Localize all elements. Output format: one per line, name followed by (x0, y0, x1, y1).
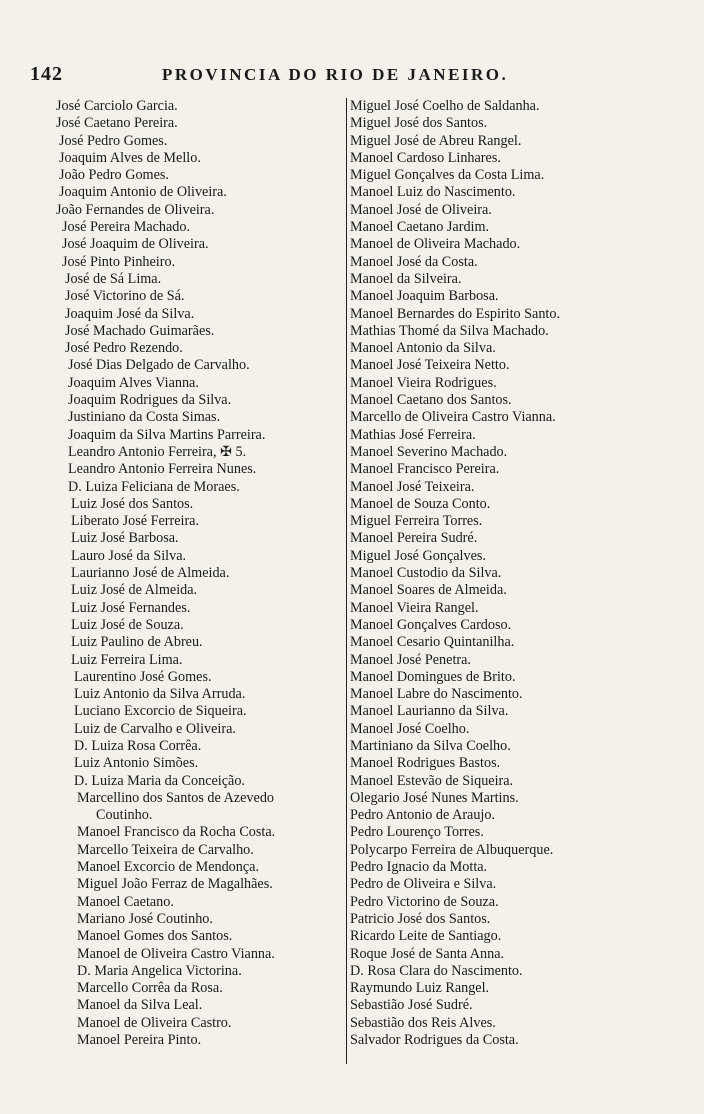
name-entry: Manoel José Penetra. (350, 651, 471, 668)
name-entry: Manoel de Oliveira Machado. (350, 236, 521, 253)
name-entry: José Pedro Rezendo. (65, 340, 183, 357)
name-entry: Luiz José de Souza. (71, 616, 184, 633)
name-entry: Manoel Custodio da Silva. (350, 565, 502, 582)
name-entry: Luiz José Fernandes. (71, 599, 191, 616)
name-entry: Manoel Caetano dos Santos. (350, 392, 512, 409)
name-entry: Sebastião dos Reis Alves. (350, 1014, 496, 1031)
name-entry: Martiniano da Silva Coelho. (350, 737, 511, 754)
name-entry: Miguel João Ferraz de Magalhães. (77, 876, 273, 893)
name-entry: Manoel Bernardes do Espirito Santo. (350, 305, 561, 322)
name-entry: Mariano José Coutinho. (77, 910, 213, 927)
name-entry: Manoel Laurianno da Silva. (350, 703, 509, 720)
name-entry: Manoel Rodrigues Bastos. (350, 755, 501, 772)
name-entry: Marcellino dos Santos de Azevedo (77, 789, 275, 806)
name-entry: Manoel Luiz do Nascimento. (350, 184, 516, 201)
name-entry: Luiz Paulino de Abreu. (71, 634, 203, 651)
name-entry: D. Luiza Rosa Corrêa. (74, 737, 202, 754)
name-entry: Pedro Ignacio da Motta. (350, 859, 488, 876)
name-entry: Pedro de Oliveira e Silva. (350, 876, 497, 893)
name-entry: Leandro Antonio Ferreira Nunes. (68, 461, 257, 478)
name-entry: José Pereira Machado. (62, 219, 191, 236)
name-entry: Salvador Rodrigues da Costa. (350, 1032, 519, 1049)
name-entry: Luiz Antonio Simões. (74, 755, 199, 772)
name-entry: Manoel José Teixeira Netto. (350, 357, 510, 374)
name-entry: D. Maria Angelica Victorina. (77, 962, 242, 979)
name-entry: Manoel Antonio da Silva. (350, 340, 496, 357)
name-entry: José Pedro Gomes. (59, 132, 168, 149)
name-entry: José Caetano Pereira. (56, 115, 178, 132)
name-entry: João Pedro Gomes. (59, 167, 169, 184)
name-entry: José Joaquim de Oliveira. (62, 236, 209, 253)
name-entry: D. Rosa Clara do Nascimento. (350, 962, 523, 979)
name-entry: José Pinto Pinheiro. (62, 253, 176, 270)
name-entry: Manoel Vieira Rangel. (350, 599, 479, 616)
name-entry: Manoel Excorcio de Mendonça. (77, 859, 260, 876)
name-entry: Miguel Ferreira Torres. (350, 513, 483, 530)
name-entry: Joaquim Alves Vianna. (68, 374, 199, 391)
name-entry: José Dias Delgado de Carvalho. (68, 357, 250, 374)
name-entry: Manoel Caetano Jardim. (350, 219, 490, 236)
name-entry: Manoel Estevão de Siqueira. (350, 772, 514, 789)
name-entry: Manoel Gomes dos Santos. (77, 928, 233, 945)
name-entry: José Carciolo Garcia. (56, 98, 178, 114)
name-entry: Manoel Pereira Pinto. (77, 1032, 202, 1049)
name-entry: Manoel José da Costa. (350, 253, 478, 270)
name-entry: Leandro Antonio Ferreira, ✠ 5. (68, 443, 247, 460)
name-entry: Mathias Thomé da Silva Machado. (350, 322, 549, 339)
name-entry: Manoel da Silveira. (350, 270, 462, 287)
page-number: 142 (30, 63, 63, 85)
name-entry: Manoel Francisco da Rocha Costa. (77, 824, 276, 841)
name-entry: Laurianno José de Almeida. (71, 565, 230, 582)
name-entry: Manoel Labre do Nascimento. (350, 686, 523, 703)
name-entry: Miguel José Coelho de Saldanha. (350, 98, 540, 114)
name-entry: Coutinho. (96, 807, 153, 824)
name-entry: Manoel Cardoso Linhares. (350, 149, 501, 166)
name-entry: Manoel Francisco Pereira. (350, 461, 500, 478)
name-entry: Manoel Domingues de Brito. (350, 668, 516, 685)
name-entry: Manoel Cesario Quintanilha. (350, 634, 515, 651)
name-entry: Miguel José Gonçalves. (350, 547, 486, 564)
name-entry: José Victorino de Sá. (65, 288, 185, 305)
name-entry: Polycarpo Ferreira de Albuquerque. (350, 841, 554, 858)
name-entry: Manoel Joaquim Barbosa. (350, 288, 499, 305)
name-entry: Marcello Teixeira de Carvalho. (77, 841, 254, 858)
name-entry: Manoel Severino Machado. (350, 443, 508, 460)
name-entry: Manoel Vieira Rodrigues. (350, 374, 497, 391)
name-entry: Luiz de Carvalho e Oliveira. (74, 720, 236, 737)
name-entry: Justiniano da Costa Simas. (68, 409, 221, 426)
name-entry: Luciano Excorcio de Siqueira. (74, 703, 247, 720)
name-entry: Patricio José dos Santos. (350, 910, 491, 927)
name-entry: Luiz Antonio da Silva Arruda. (74, 686, 246, 703)
name-entry: Ricardo Leite de Santiago. (350, 928, 502, 945)
page-header (30, 63, 680, 93)
name-entry: Pedro Lourenço Torres. (350, 824, 484, 841)
name-entry: Marcello de Oliveira Castro Vianna. (350, 409, 556, 426)
name-entry: Miguel José dos Santos. (350, 115, 488, 132)
name-entry: Liberato José Ferreira. (71, 513, 200, 530)
name-entry: Miguel José de Abreu Rangel. (350, 132, 522, 149)
name-entry: Raymundo Luiz Rangel. (350, 980, 490, 997)
name-entry: Manoel José Teixeira. (350, 478, 475, 495)
name-entry: José Machado Guimarães. (65, 322, 215, 339)
name-entry: Luiz Ferreira Lima. (71, 651, 183, 668)
name-entry: Manoel Gonçalves Cardoso. (350, 616, 512, 633)
name-entry: Manoel Pereira Sudré. (350, 530, 478, 547)
name-entry: D. Luiza Maria da Conceição. (74, 772, 245, 789)
name-entry: D. Luiza Feliciana de Moraes. (68, 478, 240, 495)
name-entry: Manoel de Oliveira Castro Vianna. (77, 945, 275, 962)
name-entry: Miguel Gonçalves da Costa Lima. (350, 167, 545, 184)
name-entry: Manoel José Coelho. (350, 720, 470, 737)
name-entry: Manoel da Silva Leal. (77, 997, 203, 1014)
name-entry: Laurentino José Gomes. (74, 668, 212, 685)
name-entry: Luiz José Barbosa. (71, 530, 179, 547)
name-entry: Luiz José dos Santos. (71, 495, 194, 512)
name-entry: Pedro Victorino de Souza. (350, 893, 499, 910)
name-entry: Lauro José da Silva. (71, 547, 187, 564)
name-entry: Manoel de Souza Conto. (350, 495, 491, 512)
name-entry: Joaquim Antonio de Oliveira. (59, 184, 227, 201)
name-entry: Olegario José Nunes Martins. (350, 789, 519, 806)
name-entry: Joaquim Rodrigues da Silva. (68, 392, 232, 409)
name-entry: Joaquim José da Silva. (65, 305, 195, 322)
name-entry: Joaquim da Silva Martins Parreira. (68, 426, 266, 443)
name-entry: Manoel José de Oliveira. (350, 201, 492, 218)
left-name-column (56, 98, 356, 1049)
name-entry: Mathias José Ferreira. (350, 426, 476, 443)
name-entry: Pedro Antonio de Araujo. (350, 807, 496, 824)
name-entry: João Fernandes de Oliveira. (56, 201, 215, 218)
name-entry: Joaquim Alves de Mello. (59, 149, 201, 166)
right-name-column (346, 98, 677, 1064)
page-title: PROVINCIA DO RIO DE JANEIRO. (162, 65, 509, 84)
name-entry: Manoel de Oliveira Castro. (77, 1014, 232, 1031)
name-entry: Roque José de Santa Anna. (350, 945, 505, 962)
name-entry: Marcello Corrêa da Rosa. (77, 980, 223, 997)
name-entry: José de Sá Lima. (65, 270, 162, 287)
name-entry: Manoel Caetano. (77, 893, 174, 910)
name-entry: Luiz José de Almeida. (71, 582, 198, 599)
name-entry: Sebastião José Sudré. (350, 997, 473, 1014)
name-entry: Manoel Soares de Almeida. (350, 582, 507, 599)
